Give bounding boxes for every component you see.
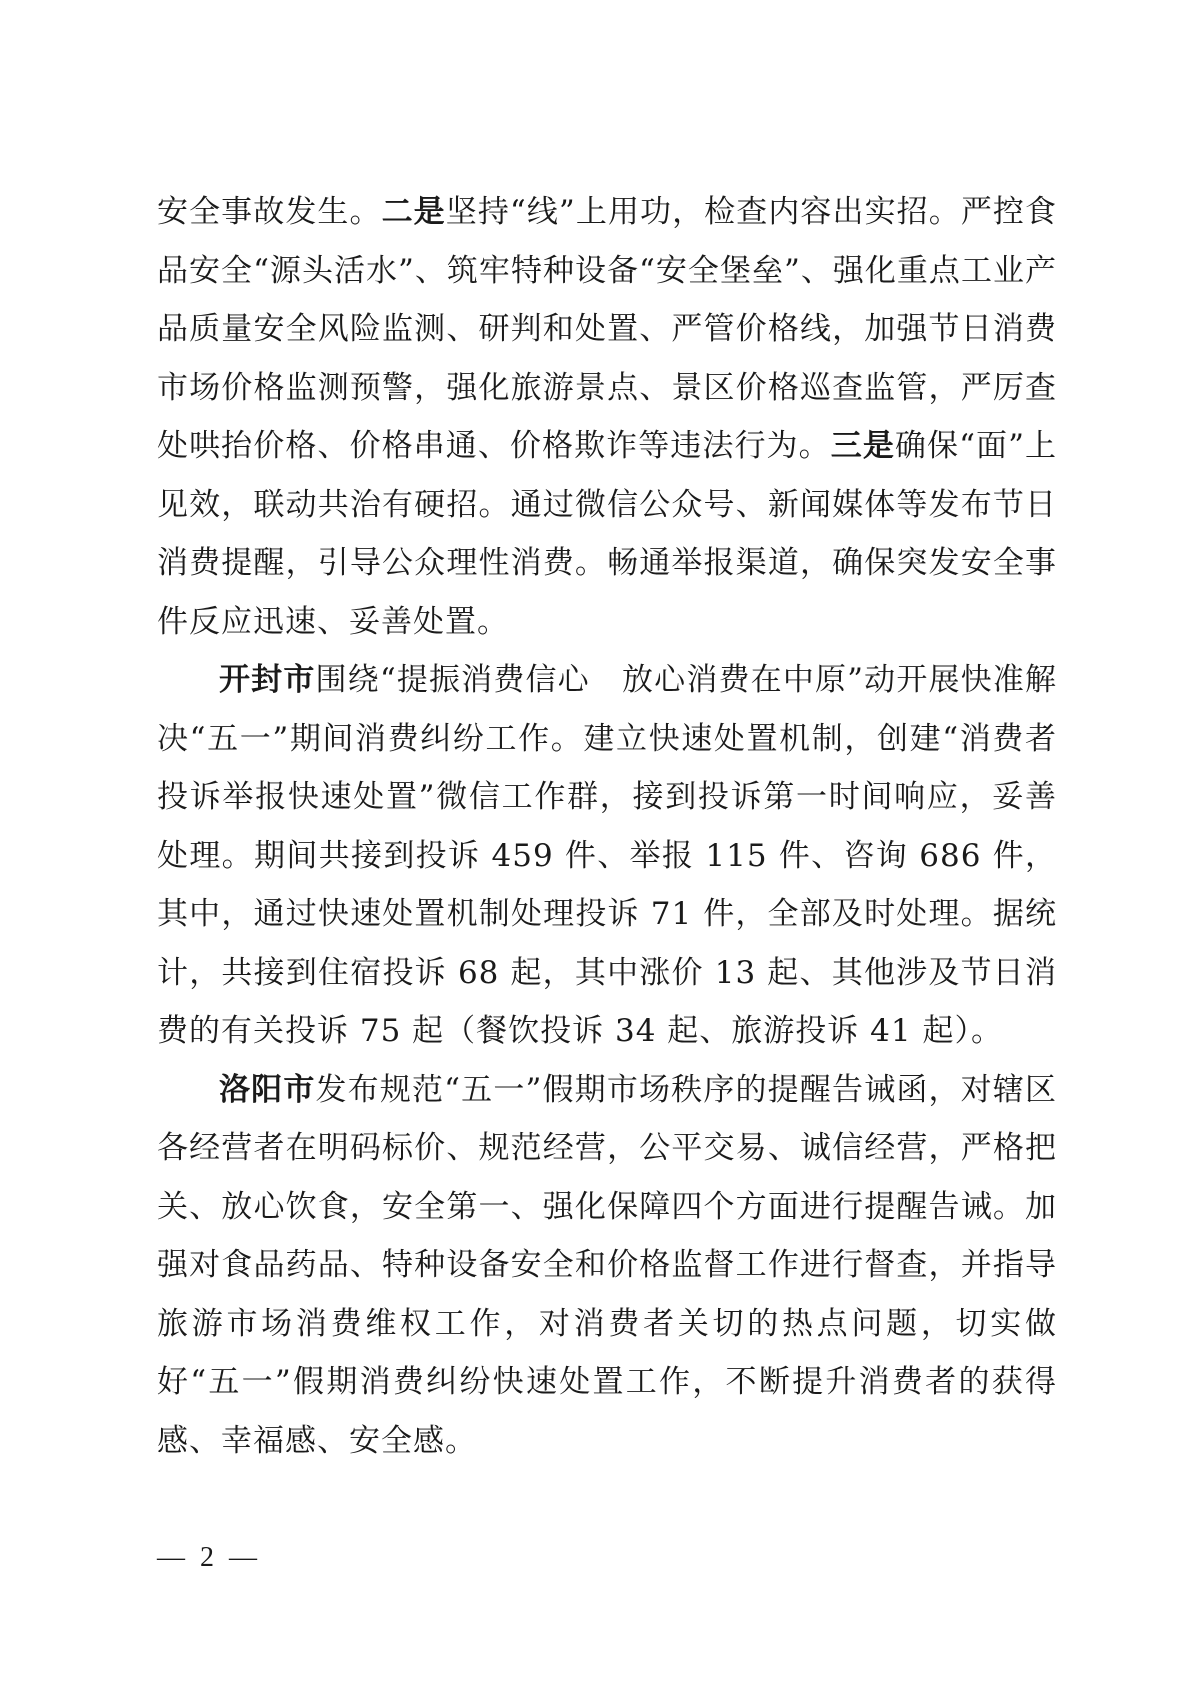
paragraph-inspection-measures	[157, 183, 1057, 651]
paragraph-text: 确保“面”上见效，联动共治有硬招。通过微信公众号、新闻媒体等发布节日消费提醒，引导公众理性消费。畅通举报渠道，确保突发安全事件反应迅速、妥善处置。	[157, 428, 1058, 640]
paragraph-text: 安全事故发生。	[157, 194, 382, 230]
city-name-luoyang: 洛阳市	[219, 1071, 316, 1108]
page-number: — 2 —	[157, 1542, 261, 1573]
paragraph-text: 围绕“提振消费信心 放心消费在中原”动开展快准解决“五一”期间消费纠纷工作。建立快速处置机制，创建“消费者投诉举报快速处置”微信工作群，接到投诉第一时间响应，妥善处理。期间共接到投诉 459 件、举报 115 件、咨询 686 件，其中，通过快速处置机制处理投诉 71 件，全部及时处理。据统计，共接到住宿投诉 68 起，其中涨价 13 起、其他涉及节日消费的有关投诉 75 起（餐饮投诉 34 起、旅游投诉 41 起）。	[157, 662, 1057, 1049]
paragraph-text: 发布规范“五一”假期市场秩序的提醒告诫函，对辖区各经营者在明码标价、规范经营，公平交易、诚信经营，严格把关、放心饮食，安全第一、强化保障四个方面进行提醒告诫。加强对食品药品、特种设备安全和价格监督工作进行督查，并指导旅游市场消费维权工作，对消费者关切的热点问题，切实做好“五一”假期消费纠纷快速处置工作，不断提升消费者的获得感、幸福感、安全感。	[157, 1071, 1057, 1459]
emphasis-label-third: 三是	[830, 428, 895, 464]
emphasis-label-second: 二是	[381, 194, 446, 230]
city-name-kaifeng: 开封市	[219, 662, 316, 698]
paragraph-text: 坚持“线”上用功，检查内容出实招。严控食品安全“源头活水”、筑牢特种设备“安全堡垒”、强化重点工业产品质量安全风险监测、研判和处置、严管价格线，加强节日消费市场价格监测预警，强化旅游景点、景区价格巡查监管，严厉查处哄抬价格、价格串通、价格欺诈等违法行为。	[157, 194, 1058, 464]
document-body	[157, 183, 1057, 1470]
paragraph-kaifeng	[157, 651, 1057, 1061]
paragraph-luoyang	[157, 1061, 1057, 1471]
